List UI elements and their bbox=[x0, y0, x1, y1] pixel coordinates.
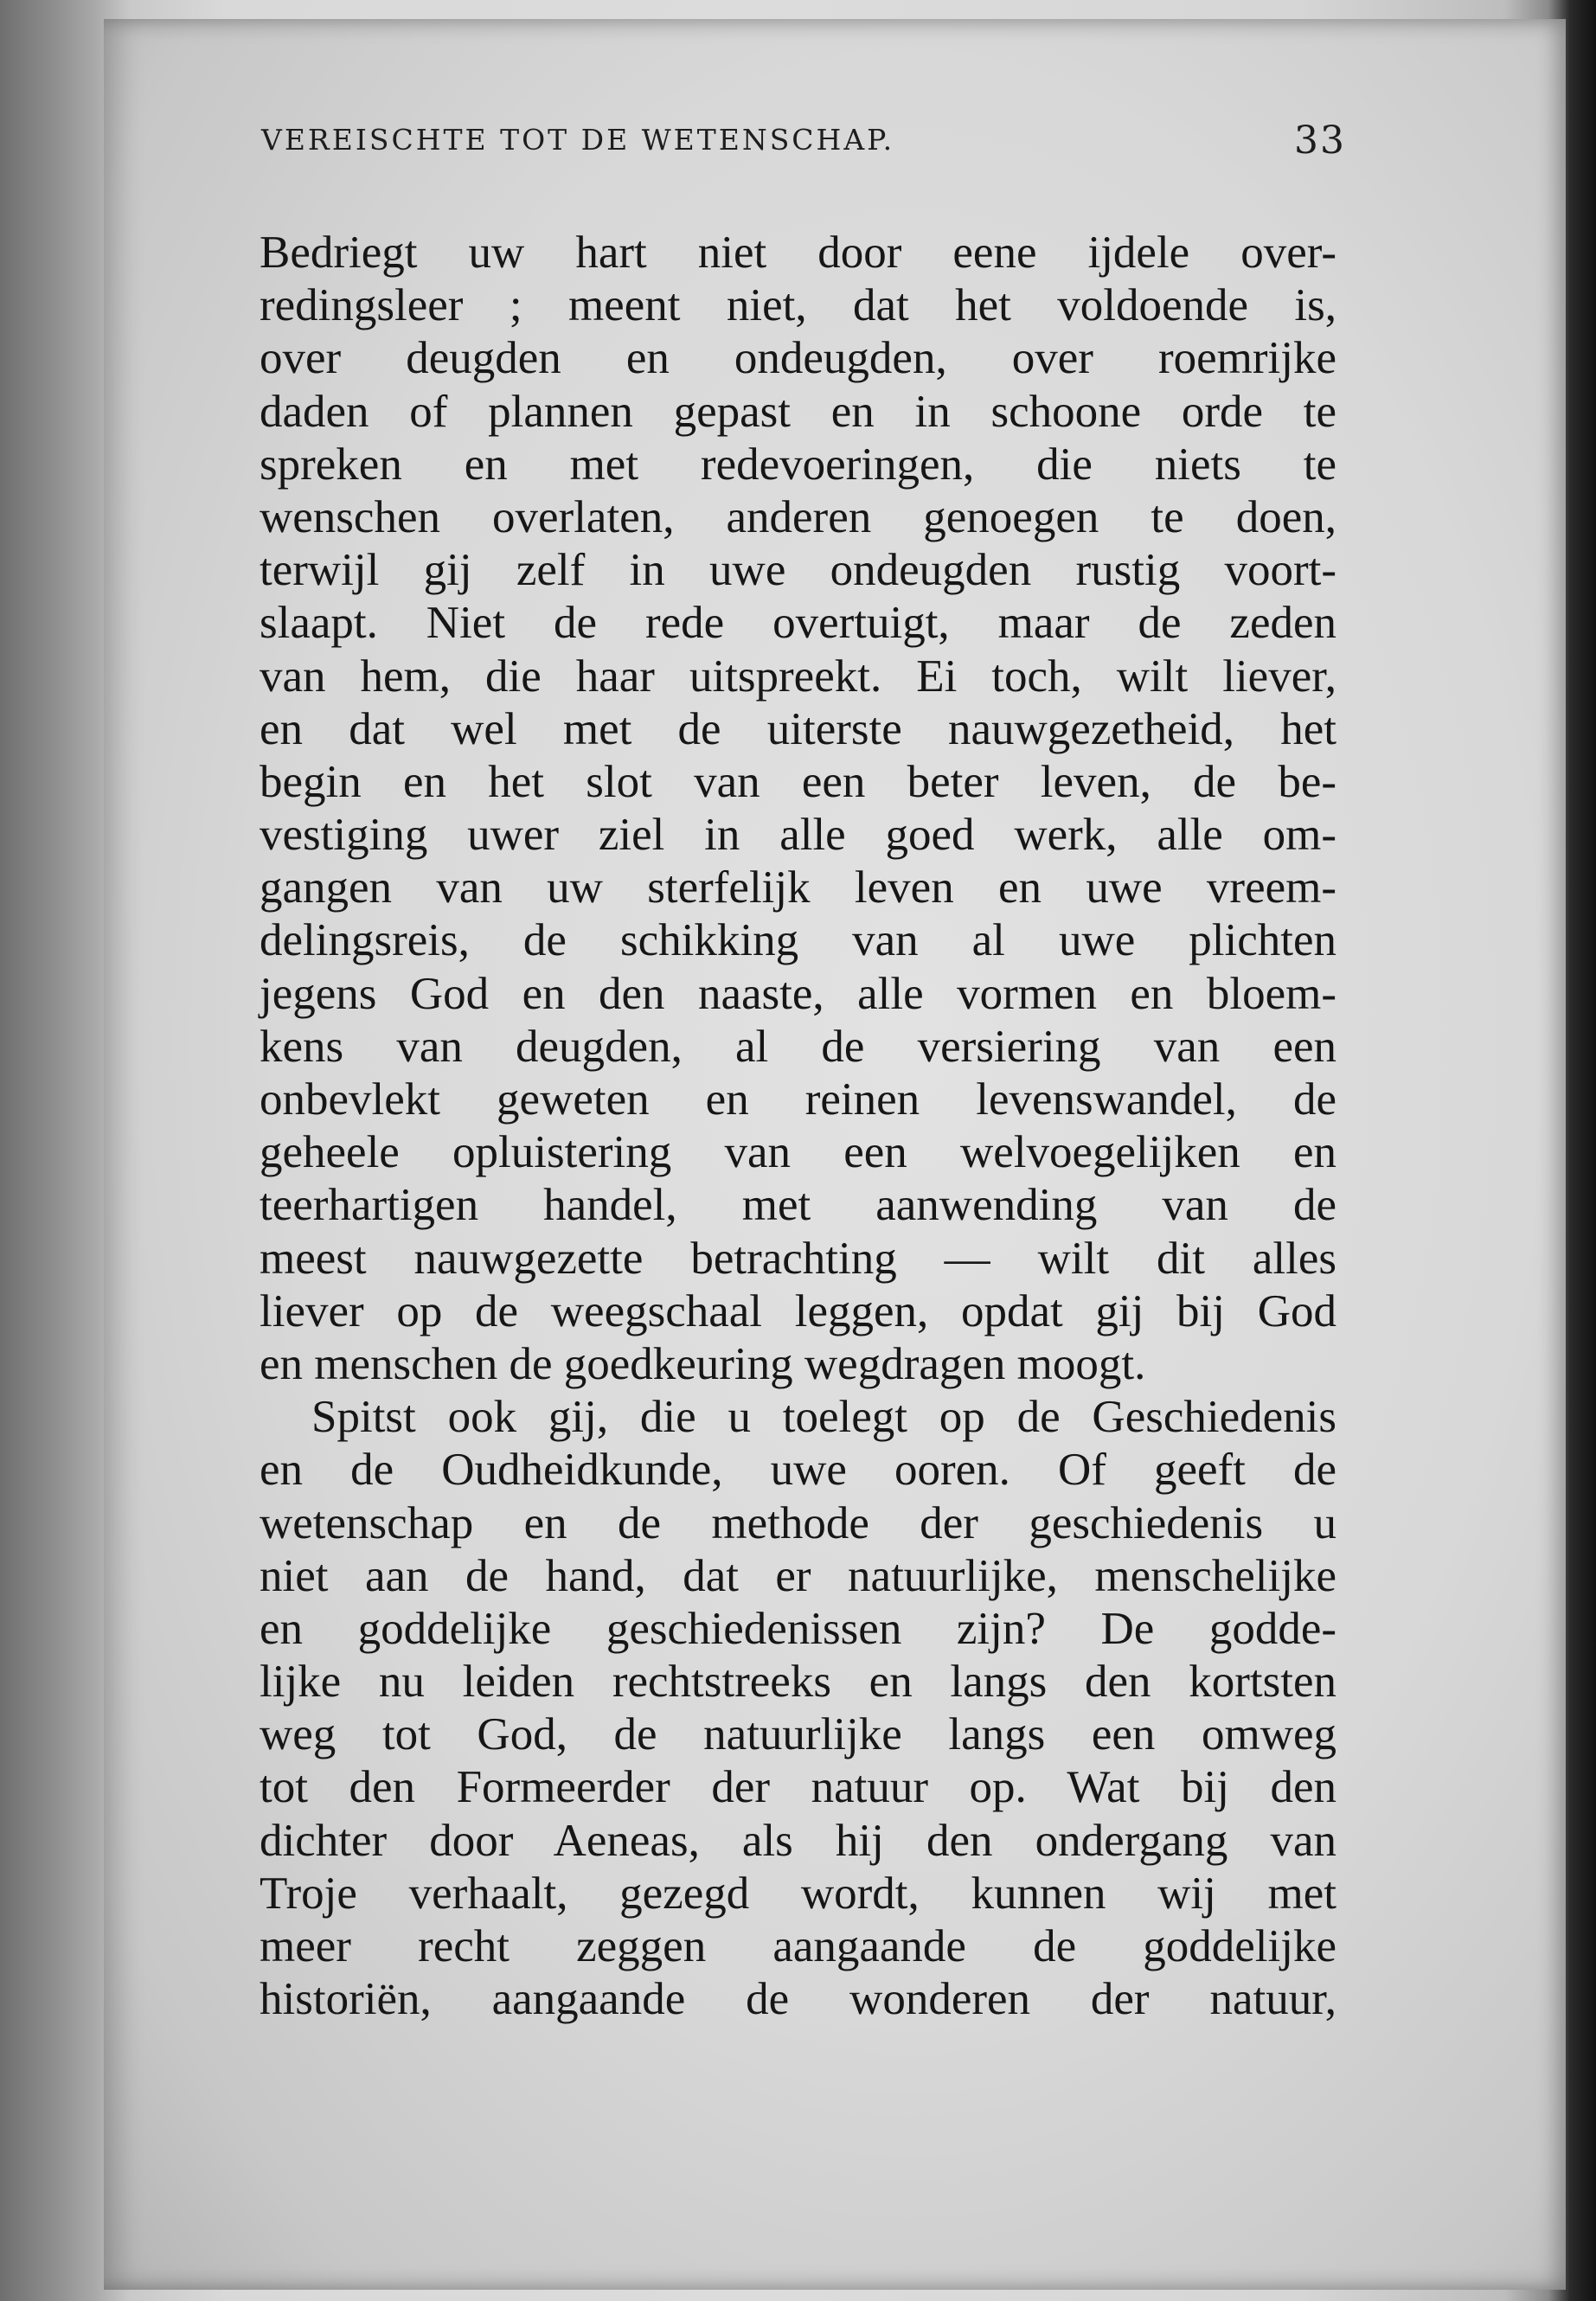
text-line: daden of plannen gepast en in schoone orde te bbox=[260, 386, 1336, 437]
text-line: jegens God en den naaste, alle vormen en bloem- bbox=[260, 968, 1336, 1019]
text-line: delingsreis, de schikking van al uwe plichten bbox=[260, 915, 1336, 966]
running-title: VEREISCHTE TOT DE WETENSCHAP. bbox=[261, 123, 895, 157]
body-text bbox=[260, 227, 1336, 2026]
text-line: meest nauwgezette betrachting — wilt dit alles bbox=[260, 1233, 1336, 1284]
text-line: over deugden en ondeugden, over roemrijke bbox=[260, 333, 1336, 384]
text-line: Bedriegt uw hart niet door eene ijdele over- bbox=[260, 228, 1336, 278]
text-line: geheele opluistering van een welvoegelijken en bbox=[260, 1127, 1336, 1178]
text-line: redingsleer ; meent niet, dat het voldoende is, bbox=[260, 280, 1336, 331]
text-line: wetenschap en de methode der geschiedenis u bbox=[260, 1497, 1336, 1548]
page-header bbox=[0, 119, 1596, 175]
text-line: Troje verhaalt, gezegd wordt, kunnen wij met bbox=[260, 1868, 1336, 1919]
text-line: niet aan de hand, dat er natuurlijke, menschelijke bbox=[260, 1550, 1336, 1601]
text-line: slaapt. Niet de rede overtuigt, maar de zeden bbox=[260, 598, 1336, 649]
text-line: weg tot God, de natuurlijke langs een omweg bbox=[260, 1709, 1336, 1760]
text-line: van hem, die haar uitspreekt. Ei toch, wilt liever, bbox=[260, 651, 1336, 702]
text-line: en de Oudheidkunde, uwe ooren. Of geeft de bbox=[260, 1445, 1336, 1496]
text-line: dichter door Aeneas, als hij den ondergang van bbox=[260, 1815, 1336, 1866]
text-line: historiën, aangaande de wonderen der natuur, bbox=[260, 1974, 1336, 2025]
text-line: tot den Formeerder der natuur op. Wat bij den bbox=[260, 1762, 1336, 1813]
text-line: wenschen overlaten, anderen genoegen te doen, bbox=[260, 491, 1336, 542]
text-line: en goddelijke geschiedenissen zijn? De godde- bbox=[260, 1603, 1336, 1654]
page-number: 33 bbox=[1294, 119, 1346, 163]
text-line: onbevlekt geweten en reinen levenswandel, de bbox=[260, 1074, 1336, 1125]
text-line: kens van deugden, al de versiering van een bbox=[260, 1021, 1336, 1072]
text-line: lijke nu leiden rechtstreeks en langs den kortsten bbox=[260, 1657, 1336, 1708]
text-line: terwijl gij zelf in uwe ondeugden rustig voort- bbox=[260, 545, 1336, 596]
text-line: Spitst ook gij, die u toelegt op de Geschiedenis bbox=[311, 1392, 1336, 1443]
text-line: begin en het slot van een beter leven, de be- bbox=[260, 756, 1336, 807]
text-line: en dat wel met de uiterste nauwgezetheid, het bbox=[260, 703, 1336, 754]
text-line: meer recht zeggen aangaande de goddelijke bbox=[260, 1921, 1336, 1971]
text-line: spreken en met redevoeringen, die niets te bbox=[260, 439, 1336, 490]
text-line: teerhartigen handel, met aanwending van de bbox=[260, 1180, 1336, 1231]
text-line: en menschen de goedkeuring wegdragen moogt. bbox=[260, 1338, 1146, 1389]
text-line: liever op de weegschaal leggen, opdat gij bij God bbox=[260, 1285, 1336, 1336]
text-line: vestiging uwer ziel in alle goed werk, alle om- bbox=[260, 810, 1336, 861]
text-line: gangen van uw sterfelijk leven en uwe vreem- bbox=[260, 862, 1336, 913]
